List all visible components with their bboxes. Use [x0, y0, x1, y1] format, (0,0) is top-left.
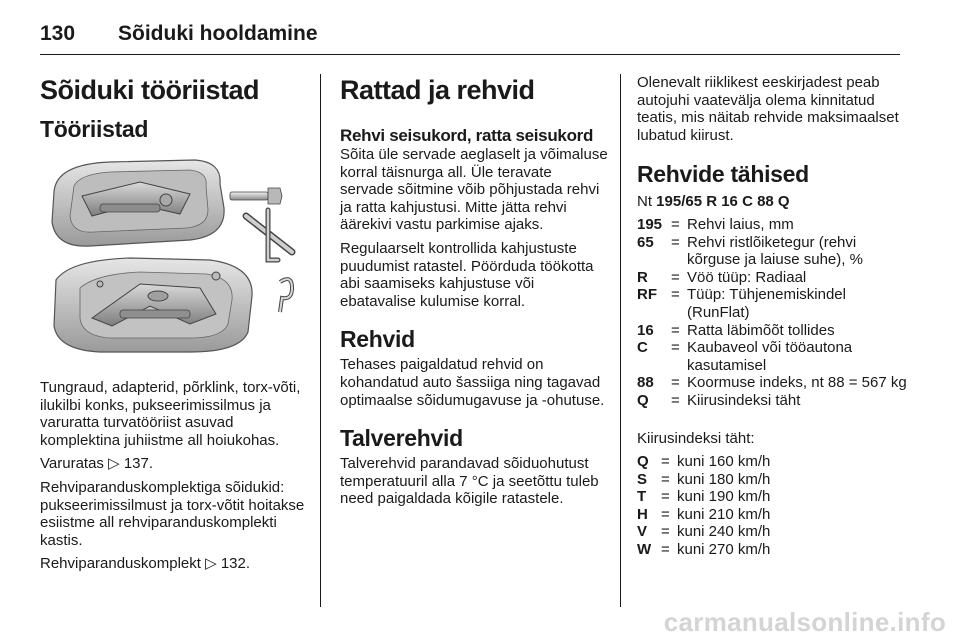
watermark: carmanualsonline.info	[663, 607, 946, 637]
page-reference-arrow-icon: ▷	[205, 555, 217, 573]
column-tyre-designations	[637, 74, 907, 559]
tyre-condition-text-1: Sõita üle servade aeglaselt ja võimaluse korral täisnurga all. Üle teravate servade sõitmine võib põhjustada rehvi ja ratta kahjustusi. Mitte jätta rehvi äärekivi vastu parkimise ajaks.	[340, 146, 608, 234]
speed-index-list	[637, 453, 907, 559]
tyres-text: Tehases paigaldatud rehvid on kohandatud auto šassiiga ning tagavad optimaalse sõidumugavuse ja -ohutuse.	[340, 356, 605, 409]
heading-tools: Tööriistad	[40, 116, 149, 142]
speed-notice-text: Olenevalt riiklikest eeskirjadest peab autojuhi vaatevälja olema kinnitatud teatis, mis näitab rehvide maksimaalset lubatud kiirust.	[637, 74, 899, 144]
list-item: 88 = Koormuse indeks, nt 88 = 567 kg	[637, 374, 907, 392]
designation-example: Nt 195/65 R 16 C 88 Q	[637, 193, 790, 211]
heading-tyres: Rehvid	[340, 326, 415, 353]
column-divider	[620, 74, 621, 607]
list-item: C = Kaubaveol või tööautona kasutamisel	[637, 339, 853, 374]
tools-description: Tungraud, adapterid, põrklink, torx-võti, ilukilbi konks, pukseerimissilmus ja varuratta turvatööriist asuvad komplektina juhiistme all hoiukohas.	[40, 379, 301, 449]
section-title: Sõiduki hooldamine	[118, 22, 318, 45]
repair-kit-description: Rehviparanduskomplektiga sõidukid: pukseerimissilmust ja torx-võtit hoitakse esiistme all rehviparanduskomplekti kastis.	[40, 478, 305, 549]
list-item: RF = Tüüp: Tühjenemiskindel (RunFlat)	[637, 286, 846, 321]
tyre-condition-text-2: Regulaarselt kontrollida kahjustuste puudumist ratastel. Pöörduda töökotta abi saamiseks kahjustuse või ebatavalise kulumise korral.	[340, 239, 594, 310]
page-reference-arrow-icon: ▷	[108, 455, 120, 473]
list-item: 195 = Rehvi laius, mm	[637, 215, 794, 233]
heading-tyre-condition: Rehvi seisukord, ratta seisukord	[340, 126, 594, 145]
list-item: Q = kuni 160 km/h	[637, 453, 771, 471]
column-wheels-tyres	[340, 74, 608, 508]
repair-kit-reference: Rehviparanduskomplekt ▷ 132.	[40, 555, 251, 573]
tool-kit-illustration	[40, 156, 306, 360]
list-item: 65 = Rehvi ristlõiketegur (rehvi kõrguse ja laiuse suhe), %	[637, 233, 863, 269]
list-item: T = kuni 190 km/h	[637, 488, 771, 506]
list-item: W = kuni 270 km/h	[637, 541, 771, 559]
column-vehicle-tools	[40, 74, 306, 573]
list-item: S = kuni 180 km/h	[637, 470, 771, 488]
list-item: 16 = Ratta läbimõõt tollides	[637, 321, 835, 339]
page-number: 130	[40, 22, 76, 45]
heading-vehicle-tools: Sõiduki tööriistad	[40, 75, 260, 105]
list-item: R = Vöö tüüp: Radiaal	[637, 268, 807, 286]
list-item: H = kuni 210 km/h	[637, 505, 771, 523]
designation-list	[637, 216, 907, 410]
heading-winter-tyres: Talverehvid	[340, 425, 463, 452]
page-header	[40, 14, 900, 55]
spare-wheel-reference: Varuratas ▷ 137.	[40, 455, 154, 473]
column-divider	[320, 74, 321, 607]
heading-tyre-designations: Rehvide tähised	[637, 161, 809, 188]
speed-index-label: Kiirusindeksi täht:	[637, 429, 755, 447]
heading-wheels-tyres: Rattad ja rehvid	[340, 75, 535, 105]
list-item: V = kuni 240 km/h	[637, 523, 771, 541]
list-item: Q = Kiirusindeksi täht	[637, 391, 801, 409]
winter-tyres-text: Talverehvid parandavad sõiduohutust temperatuuril alla 7 °C ja seetõttu tuleb need paigaldada kõigile ratastele.	[340, 455, 599, 508]
